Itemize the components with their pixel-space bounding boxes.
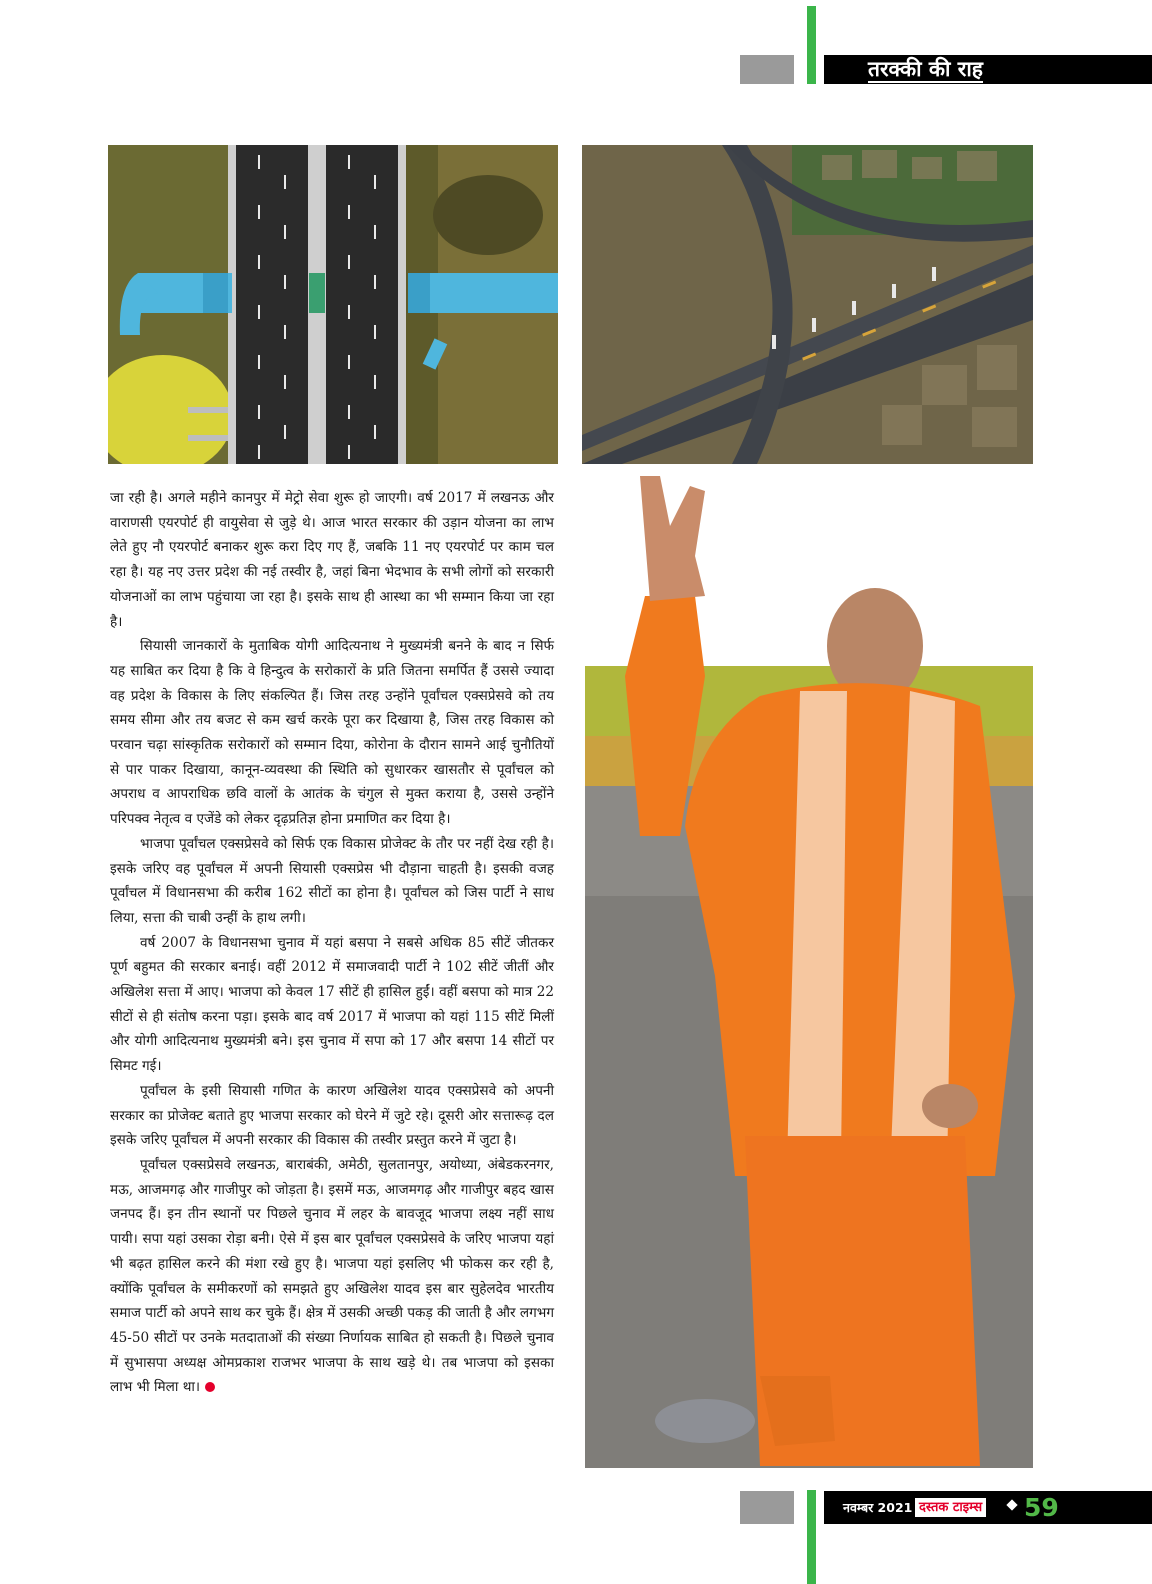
article-paragraph-text: पूर्वांचल एक्सप्रेसवे लखनऊ, बाराबंकी, अमेठी, सुलतानपुर, अयोध्या, अंबेडकरनगर, मऊ, आजमगढ़ और गाजीपुर को जोड़ता है। इसमें मऊ, आजमगढ़ और गाजीपुर बहद खास जनपद हैं। इन तीन स्थानों पर पिछले चुनाव में लहर के बावजूद भाजपा लक्ष्य नहीं साध पायी। सपा यहां उसका रोड़ा बनी। ऐसे में इस बार पूर्वांचल एक्सप्रेसवे के जरिए भाजपा यहां भी बढ़त हासिल करने की मंशा रखे हुए है। भाजपा यहां इसलिए भी फोकस कर रही है, क्योंकि पूर्वांचल के समीकरणों को समझते हुए अखिलेश यादव इस बार सुहेलदेव भारतीय समाज पार्टी को अपने साथ कर चुके हैं। क्षेत्र में उसकी अच्छी पकड़ की जाती है और लगभग 45-50 सीटों पर उनके मतदाताओं की संख्या निर्णायक साबित हो सकती है। पिछले चुनाव में सुभासपा अध्यक्ष ओमप्रकाश राजभर भाजपा के साथ खड़े थे। तब भाजपा को इसका लाभ भी मिला था। <box>110 1156 554 1396</box>
expressway-interchange-photo <box>582 145 1033 464</box>
page-number: 59 <box>1024 1493 1059 1522</box>
section-title: तरक्की की राह <box>868 57 983 81</box>
header-accent-bar <box>807 6 816 84</box>
end-of-article-dot-icon <box>205 1382 215 1392</box>
article-paragraph: जा रही है। अगले महीने कानपुर में मेट्रो सेवा शुरू हो जाएगी। वर्ष 2017 में लखनऊ और वाराणसी एयरपोर्ट ही वायुसेवा से जुड़े थे। आज भारत सरकार की उड़ान योजना का लाभ लेते हुए नौ एयरपोर्ट बनाकर शुरू करा दिए गए हैं, जबकि 11 नए एयरपोर्ट पर काम चल रहा है। यह नए उत्तर प्रदेश की नई तस्वीर है, जहां बिना भेदभाव के सभी लोगों को सरकारी योजनाओं का लाभ पहुंचाया जा रहा है। इसके साथ ही आस्था का भी सम्मान किया जा रहा है। <box>110 490 554 630</box>
article-paragraph-last <box>110 1153 554 1400</box>
article-paragraph: सियासी जानकारों के मुताबिक योगी आदित्यनाथ ने मुख्यमंत्री बनने के बाद न सिर्फ यह साबित कर दिया है कि वे हिन्दुत्व के सरोकारों के प्रति जितना समर्पित हैं उससे ज्यादा वह प्रदेश के विकास के लिए संकल्पित हैं। जिस तरह उन्होंने पूर्वांचल एक्सप्रेसवे को तय समय सीमा और तय बजट से कम खर्च करके पूरा कर दिखाया है, जिस तरह विकास को परवान चढ़ा सांस्कृतिक सरोकारों को सम्मान दिया, कोरोना के दौरान सामने आई चुनौतियों से पार पाकर दिखाया, कानून-व्यवस्था की स्थिति को सुधारकर खासतौर से पूर्वांचल को अपराध व आपराधिक छवि वालों के आतंक के चंगुल से मुक्त कराया है, उससे उन्होंने परिपक्व नेतृत्व व एजेंडे को लेकर दृढ़प्रतिज्ञ होना प्रमाणित कर दिया है। <box>110 638 554 828</box>
header-gray-block <box>740 55 794 84</box>
footer-accent-bar <box>807 1490 816 1584</box>
article-paragraph: भाजपा पूर्वांचल एक्सप्रेसवे को सिर्फ एक विकास प्रोजेक्ट के तौर पर नहीं देख रही है। इसके जरिए वह पूर्वांचल में अपनी सियासी एक्सप्रेस भी दौड़ाना चाहती है। इसकी वजह पूर्वांचल में विधानसभा की करीब 162 सीटों का होना है। पूर्वांचल को जिस पार्टी ने साध लिया, सत्ता की चाबी उन्हीं के हाथ लगी। <box>110 835 554 926</box>
expressway-aerial-photo <box>108 145 558 464</box>
article-body <box>110 486 554 1400</box>
article-paragraph: वर्ष 2007 के विधानसभा चुनाव में यहां बसपा ने सबसे अधिक 85 सीटें जीतकर पूर्ण बहुमत की सरकार बनाई। वहीं 2012 में समाजवादी पार्टी ने 102 सीटें जीतीं और अखिलेश सत्ता में आए। भाजपा को केवल 17 सीटें ही हासिल हुईं। वहीं बसपा को मात्र 22 सीटों से ही संतोष करना पड़ा। इसके बाद वर्ष 2017 में भाजपा को यहां 115 सीटें मिलीं और योगी आदित्यनाथ मुख्यमंत्री बने। इस चुनाव में सपा को 17 और बसपा 14 सीटों पर सिमट गई। <box>110 934 554 1075</box>
yogi-adityanath-photo <box>585 476 1033 1468</box>
magazine-logo: दस्तक टाइम्स <box>915 1498 986 1517</box>
footer-gray-block <box>740 1491 794 1524</box>
article-paragraph: पूर्वांचल के इसी सियासी गणित के कारण अखिलेश यादव एक्सप्रेसवे को अपनी सरकार का प्रोजेक्ट बताते हुए भाजपा सरकार को घेरने में जुटे रहे। दूसरी ओर सत्तारूढ़ दल इसके जरिए पूर्वांचल में अपनी सरकार की विकास की तस्वीर प्रस्तुत करने में जुटा है। <box>110 1082 554 1149</box>
footer-date: नवम्बर 2021 <box>843 1500 913 1515</box>
